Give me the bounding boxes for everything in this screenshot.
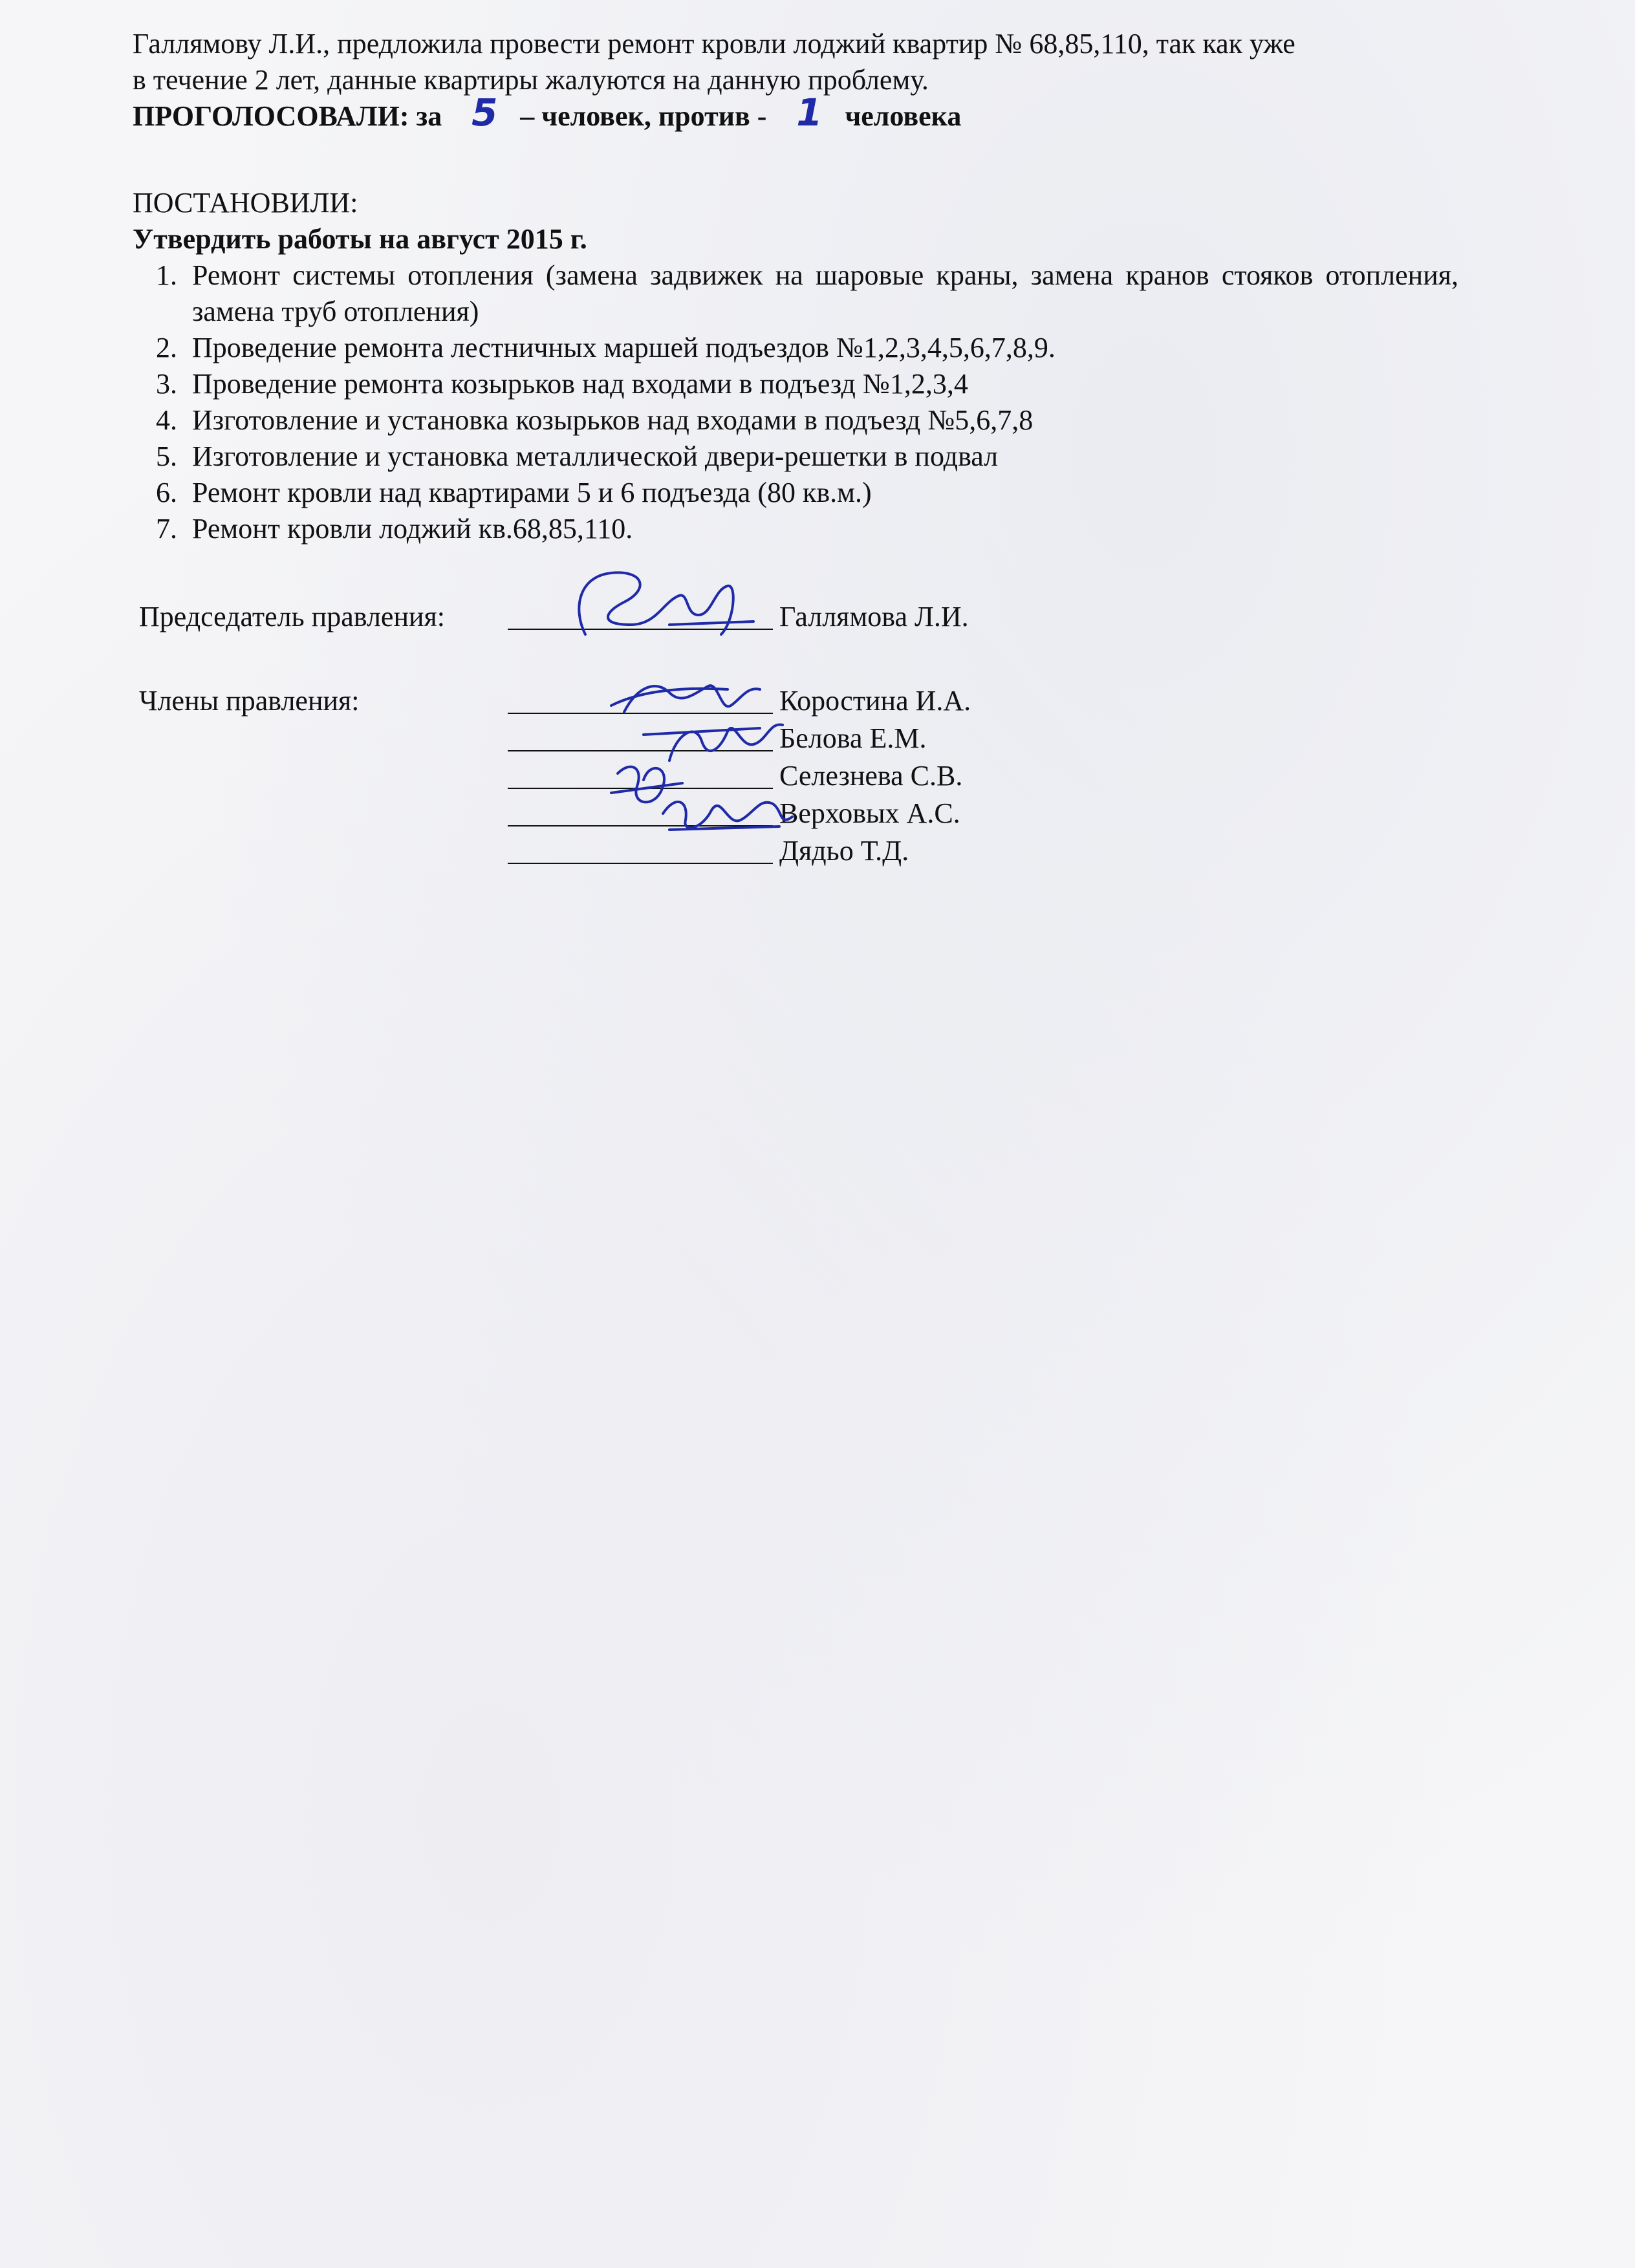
resolution-heading: ПОСТАНОВИЛИ: [133,187,358,219]
chair-signature-row [139,599,1458,638]
work-item: 3. Проведение ремонта козырьков над входами в подъезд №1,2,3,4 [184,366,1458,402]
intro-line-1: Галлямову Л.И., предложила провести ремонт кровли лоджий квартир № 68,85,110, так как уже [133,28,1295,59]
chair-signature-scribble [559,563,766,647]
work-item: 5. Изготовление и установка металлической двери-решетки в подвал [184,438,1458,475]
member-signature-line [508,863,773,864]
work-list [133,257,1458,547]
vote-for-count: 5 [471,91,498,135]
signature-block [133,599,1458,870]
document-body [133,26,1458,870]
work-item: 1. Ремонт системы отопления (замена задвижек на шаровые краны, замена кранов стояков отопления, замена труб отопления) [184,257,1458,330]
work-item: 4. Изготовление и установка козырьков над входами в подъезд №5,6,7,8 [184,402,1458,438]
work-item: 6. Ремонт кровли над квартирами 5 и 6 подъезда (80 кв.м.) [184,475,1458,511]
members-title: Члены правления: [139,685,360,717]
member-name: Селезнева С.В. [779,760,963,792]
vote-middle: – человек, против - [520,100,767,132]
resolution-approve: Утвердить работы на август 2015 г. [133,223,587,255]
work-item: 2. Проведение ремонта лестничных маршей подъездов №1,2,3,4,5,6,7,8,9. [184,330,1458,366]
member-name: Верховых А.С. [779,797,960,829]
member-name: Коростина И.А. [779,685,971,717]
member-signature-scribble [650,781,805,846]
vote-prefix: ПРОГОЛОСОВАЛИ: за [133,100,442,132]
member-row [139,683,1458,722]
member-row [139,720,1458,759]
vote-against-count: 1 [796,91,823,135]
chair-title: Председатель правления: [139,601,445,632]
member-name: Дядьо Т.Д. [779,835,909,867]
work-item: 7. Ремонт кровли лоджий кв.68,85,110. [184,511,1458,547]
vote-result [133,91,1458,135]
vote-suffix: человека [845,100,962,132]
member-name: Белова Е.М. [779,722,927,754]
chair-name: Галлямова Л.И. [779,601,969,632]
intro-line-2: в течение 2 лет, данные квартиры жалуются на данную проблему. [133,64,929,96]
